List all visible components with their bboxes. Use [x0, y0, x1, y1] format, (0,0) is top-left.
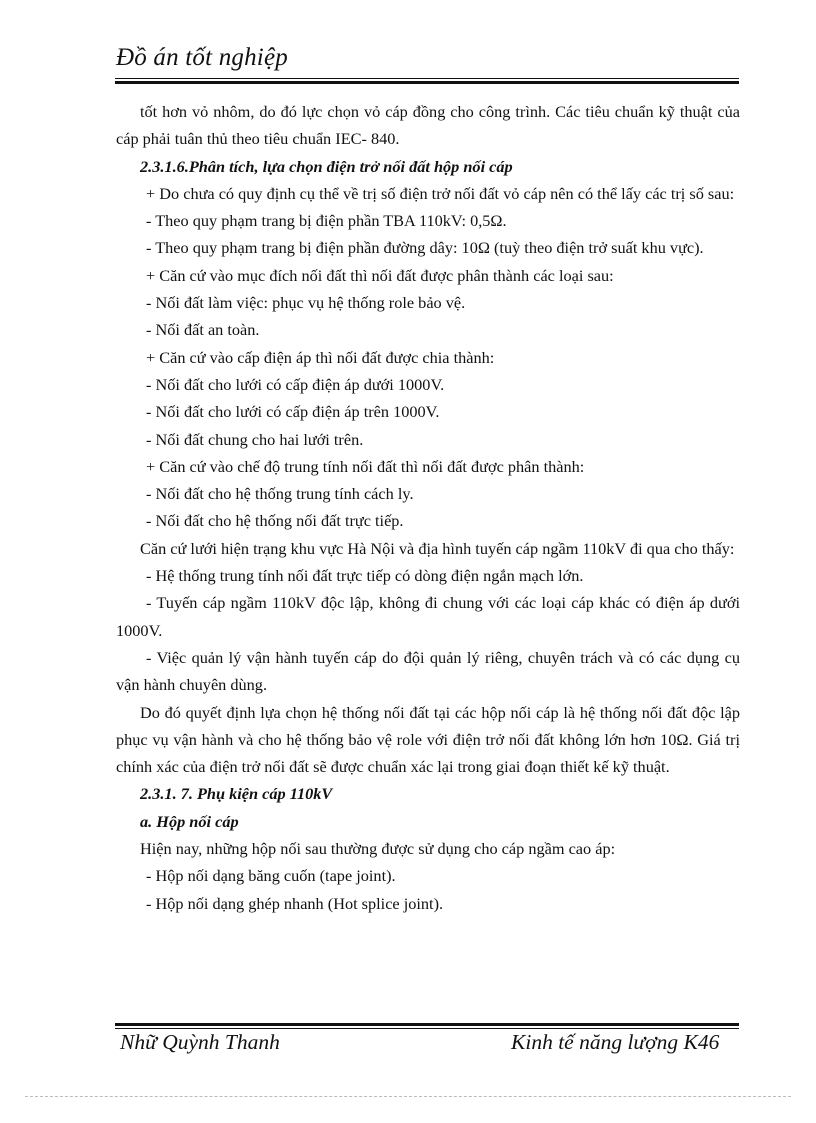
- list-item: - Nối đất chung cho hai lưới trên.: [146, 429, 364, 449]
- paragraph: + Căn cứ vào cấp điện áp thì nối đất được chia thành:: [146, 347, 495, 367]
- list-item: - Theo quy phạm trang bị điện phần TBA 110kV: 0,5Ω.: [146, 211, 507, 231]
- section-heading: 2.3.1.6.Phân tích, lựa chọn điện trở nối đất hộp nối cáp: [140, 156, 513, 176]
- list-item: - Nối đất cho lưới có cấp điện áp trên 1000V.: [146, 402, 440, 422]
- list-item: - Nối đất làm việc: phục vụ hệ thống role bảo vệ.: [146, 293, 466, 313]
- list-item: - Tuyến cáp ngầm 110kV độc lập, không đi chung với các loại cáp khác có điện áp dưới 1000V.: [116, 593, 740, 640]
- document-body: [116, 98, 740, 917]
- paragraph: Hiện nay, những hộp nối sau thường được sử dụng cho cáp ngầm cao áp:: [140, 839, 616, 859]
- paragraph: + Căn cứ vào mục đích nối đất thì nối đất được phân thành các loại sau:: [146, 265, 614, 285]
- list-item: - Nối đất cho lưới có cấp điện áp dưới 1000V.: [146, 374, 445, 394]
- list-item: - Hệ thống trung tính nối đất trực tiếp có dòng điện ngắn mạch lớn.: [146, 566, 584, 586]
- paragraph: tốt hơn vỏ nhôm, do đó lực chọn vỏ cáp đồng cho công trình. Các tiêu chuẩn kỹ thuật của cáp phải tuân thủ theo tiêu chuẩn IEC- 840.: [116, 102, 740, 149]
- header-title: Đồ án tốt nghiệp: [116, 44, 288, 71]
- list-item: - Việc quản lý vận hành tuyến cáp do đội quản lý riêng, chuyên trách và có các dụng cụ vận hành chuyên dùng.: [116, 647, 740, 695]
- subsection-heading: a. Hộp nối cáp: [140, 811, 239, 831]
- paragraph: + Do chưa có quy định cụ thể về trị số điện trở nối đất vỏ cáp nên có thể lấy các trị số sau:: [146, 183, 735, 203]
- footer-class: Kinh tế năng lượng K46: [511, 1030, 720, 1054]
- list-item: - Nối đất cho hệ thống trung tính cách ly.: [146, 484, 414, 504]
- page-bottom-border: [25, 1096, 791, 1097]
- section-heading: 2.3.1. 7. Phụ kiện cáp 110kV: [140, 784, 333, 804]
- footer-rule-thick: [115, 1023, 739, 1026]
- list-item: - Nối đất an toàn.: [146, 320, 260, 340]
- paragraph: Căn cứ lưới hiện trạng khu vực Hà Nội và địa hình tuyến cáp ngầm 110kV đi qua cho thấy:: [140, 538, 735, 558]
- paragraph: Do đó quyết định lựa chọn hệ thống nối đất tại các hộp nối cáp là hệ thống nối đất độc lập phục vụ vận hành và cho hệ thống bảo vệ role với điện trở nối đất không lớn hơn 10Ω. Giá trị chính xác của điện trở nối đất sẽ được chuẩn xác lại trong giai đoạn thiết kế kỹ thuật.: [116, 702, 740, 777]
- footer-author: Nhữ Quỳnh Thanh: [120, 1030, 280, 1054]
- list-item: - Theo quy phạm trang bị điện phần đường dây: 10Ω (tuỳ theo điện trở suất khu vực).: [146, 238, 704, 258]
- paragraph: + Căn cứ vào chế độ trung tính nối đất thì nối đất được phân thành:: [146, 456, 585, 476]
- list-item: - Hộp nối dạng ghép nhanh (Hot splice joint).: [146, 893, 444, 913]
- footer-rule-thin: [115, 1028, 739, 1029]
- list-item: - Hộp nối dạng băng cuốn (tape joint).: [146, 866, 396, 886]
- header-rule-thin: [115, 78, 739, 79]
- header-rule-thick: [115, 81, 739, 84]
- list-item: - Nối đất cho hệ thống nối đất trực tiếp.: [146, 511, 404, 531]
